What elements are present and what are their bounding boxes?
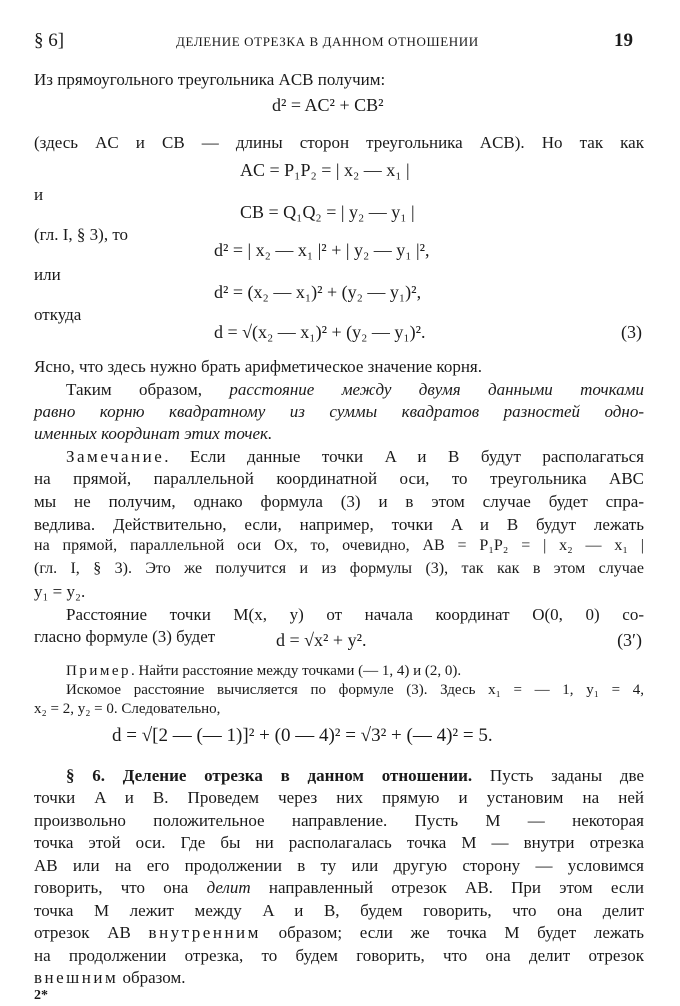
text-line: гласно формуле (3) будет xyxy=(34,627,216,646)
equation-number: (3) xyxy=(621,322,642,342)
text-line: произвольно положительное направление. Пусть M — некоторая xyxy=(34,811,644,830)
text-line: (гл. I, § 3), то xyxy=(34,225,129,244)
text-line: равно корню квадратному из суммы квадратов разностей одно- xyxy=(34,402,644,421)
text-line: мы не получим, однако формула (3) и в этом случае будет спра- xyxy=(34,492,644,511)
text-line: внешним образом. xyxy=(34,968,186,987)
text-line: или xyxy=(34,265,61,284)
text-line: на прямой, параллельной координатной оси, то треугольника ABC xyxy=(34,469,644,488)
text-line: Расстояние точки M(x, y) от начала координат O(0, 0) со- xyxy=(66,605,644,624)
text-line: x₂ = 2, y₂ = 0. Следовательно, xyxy=(34,701,221,717)
text-line: Таким образом, расстояние между двумя данными точками xyxy=(66,380,644,399)
text-line: AB или на его продолжении в ту или другую сторону — условимся xyxy=(34,856,644,875)
text-line: y₁ = y₂. xyxy=(34,582,86,601)
text-line: на продолжении отрезка, то будем говорить, что она делит отрезок xyxy=(34,946,644,965)
text-line: на прямой, параллельной оси Ox, то, очевидно, AB = P₁P₂ = | x₂ — x₁ | xyxy=(34,537,644,554)
section-heading-line: § 6. Деление отрезка в данном отношении. Пусть заданы две xyxy=(66,766,645,785)
text-line: Ясно, что здесь нужно брать арифметическое значение корня. xyxy=(34,357,482,376)
example-equation: d = √[2 — (— 1)]² + (0 — 4)² = √3² + (— 4)² = 5. xyxy=(112,725,493,746)
signature-mark: 2* xyxy=(34,988,48,1003)
running-header-section: § 6] xyxy=(34,30,65,51)
text-line: точка M лежит между A и B, будем говорить, что она делит xyxy=(34,901,644,920)
text-line: и xyxy=(34,185,44,204)
equation-number: (3′) xyxy=(617,630,642,650)
text-line: говорить, что она делит направленный отрезок AB. При этом если xyxy=(34,878,644,897)
remark-line: Замечание. Если данные точки A и B будут располагаться xyxy=(66,447,644,466)
text-line: откуда xyxy=(34,305,82,324)
text-line: (гл. I, § 3). Это же получится и из формулы (3), так как в этом случае xyxy=(34,560,644,577)
text-line: Искомое расстояние вычисляется по формуле (3). Здесь x₁ = — 1, y₁ = 4, xyxy=(66,682,644,698)
running-header-title: ДЕЛЕНИЕ ОТРЕЗКА В ДАННОМ ОТНОШЕНИИ xyxy=(176,34,479,49)
text-line: точка этой оси. Где бы ни располагалась точка M — внутри отрезка xyxy=(34,833,644,852)
text-line: точки A и B. Проведем через них прямую и установим на ней xyxy=(34,788,644,807)
example-line: Пример. Найти расстояние между точками (— 1, 4) и (2, 0). xyxy=(66,663,462,679)
equation: d² = (x₂ — x₁)² + (y₂ — y₁)², xyxy=(214,282,422,302)
text-line: (здесь AC и CB — длины сторон треугольника ACB). Но так как xyxy=(34,133,644,152)
distance-from-origin-formula: d = √x² + y². xyxy=(276,630,367,650)
equation: d² = | x₂ — x₁ |² + | y₂ — y₁ |², xyxy=(214,240,430,260)
distance-formula: d = √(x₂ — x₁)² + (y₂ — y₁)². xyxy=(214,322,426,342)
equation: CB = Q₁Q₂ = | y₂ — y₁ | xyxy=(240,202,415,222)
text-line: ведлива. Действительно, если, например, точки A и B будут лежать xyxy=(34,515,644,534)
text-line: Из прямоугольного треугольника ACB получим: xyxy=(34,70,386,89)
page-number: 19 xyxy=(614,30,633,51)
text-line: отрезок AB внутренним образом; если же точка M будет лежать xyxy=(34,923,644,942)
equation: d² = AC² + CB² xyxy=(272,95,384,115)
equation: AC = P₁P₂ = | x₂ — x₁ | xyxy=(240,160,410,180)
text-line: именных координат этих точек. xyxy=(34,424,273,443)
